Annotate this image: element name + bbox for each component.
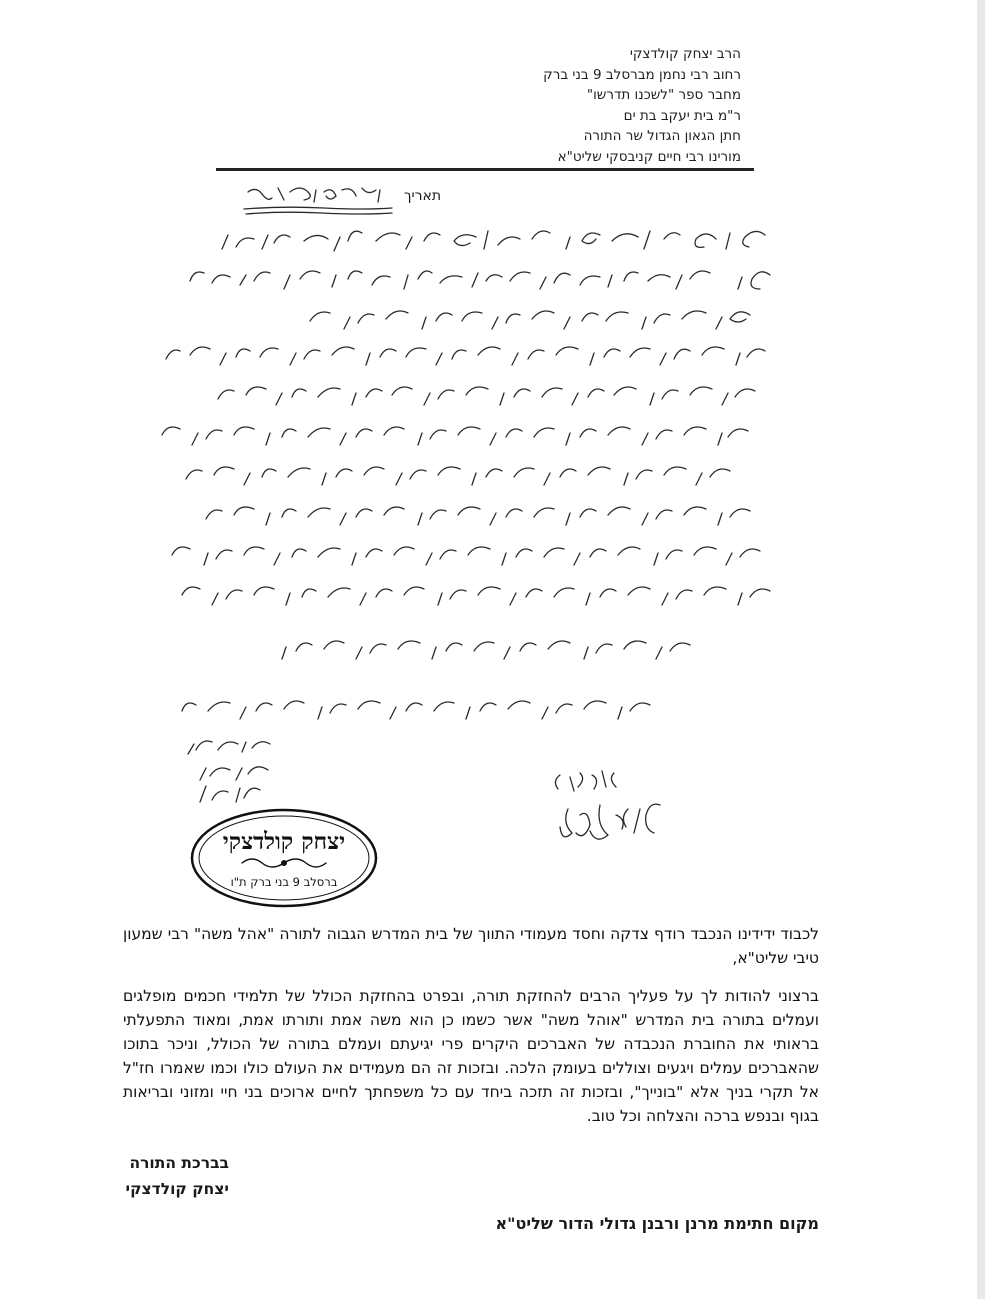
letterhead-line: מורינו רבי חיים קניבסקי שליט"א	[557, 148, 741, 165]
letterhead-line: חתן הגאון הגדול שר התורה	[583, 128, 741, 144]
body-paragraph-2: ברצוני להודות לך על פעליך הרבים להחזקת תורה, ובפרט בהחזקת הכולל של תלמידי חכמים מופלגים ועמלים בתורה בית המדרש "אוהל משה" אשר כשמו כן הוא משה אמת ותורתו אמת, ומאוד התפעלתי בראותי את החוברת הנכבדה של האברכים היקרים פרי יגיעתם ועמלם בתורה של הכולל, וניכר בתוכו שהאברכים עמלים ויגעים וצוללים בעומק הלכה. ובזכות זה הם מעמידים את העולם כולו וכמו שאמרו חז"ל אל תקרי בניך אלא "בונייך", ובזכות זה תזכה ביחד עם כל משפחתך לחיים ארוכים בני חיי ומזוני ובריאות בגוף ובנפש ברכה והצלחה וכל טוב.	[123, 987, 819, 1125]
closing-name: יצחק קולדצקי	[125, 1180, 229, 1198]
stamp-frame	[190, 808, 378, 908]
letterhead-line: ר"מ בית יעקב בת ים	[623, 107, 741, 124]
letterhead-line: מחבר ספר "לשכנו תדרשו"	[586, 87, 741, 103]
handwritten-date	[238, 178, 398, 218]
page-edge	[977, 0, 985, 1299]
typed-transcription	[123, 922, 819, 1128]
handwritten-closing	[180, 730, 280, 810]
letterhead-line: רחוב רבי נחמן מברסלב 9 בני ברק	[543, 66, 741, 83]
rabbi-stamp	[190, 808, 378, 908]
second-signature	[540, 765, 680, 885]
letterhead	[441, 44, 741, 167]
signature-place-line: מקום חתימת מרנן ורבנן גדולי הדור שליט"א	[495, 1214, 819, 1233]
stamp-address: ברסלב 9 בני ברק ת"ו	[230, 875, 338, 889]
stamp-name: יצחק קולדצקי	[222, 828, 346, 855]
body-paragraph-1: לכבוד ידידינו הנכבד רודף צדקה וחסד מעמודי התווך של בית המדרש הגבוה לתורה "אהל משה" רבי שמעון טיבי שליט"א,	[123, 925, 819, 967]
closing-block	[126, 1150, 229, 1202]
closing-blessing: בברכת התורה	[129, 1154, 229, 1172]
header-divider	[216, 168, 754, 171]
letterhead-line: הרב יצחק קולדצקי	[629, 46, 741, 62]
handwritten-letter	[150, 215, 790, 735]
date-label: תאריך	[404, 188, 442, 204]
